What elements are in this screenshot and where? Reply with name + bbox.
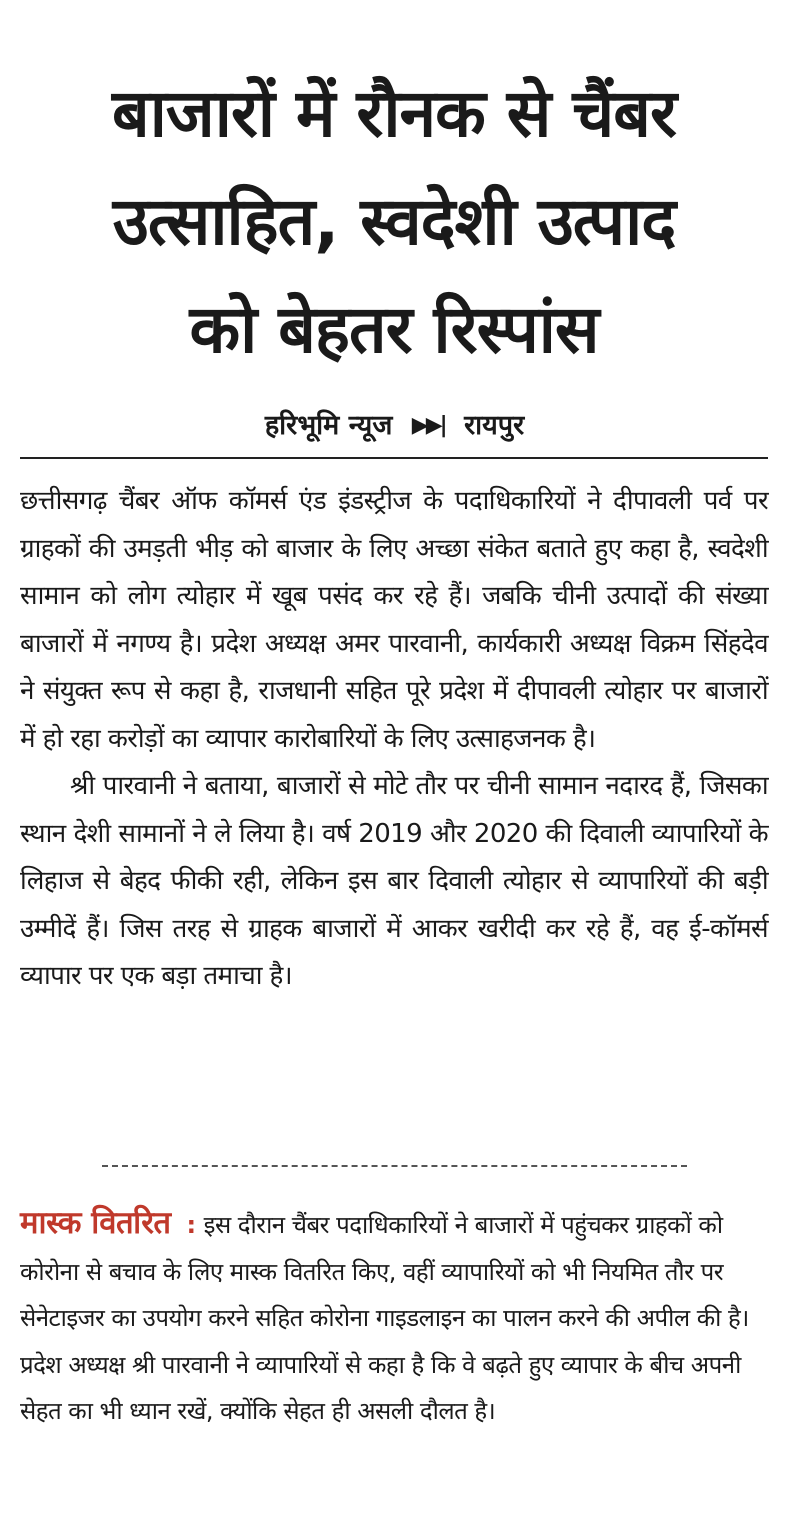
article-body [20, 478, 768, 1001]
section-text: इस दौरान चैंबर पदाधिकारियों ने बाजारों में पहुंचकर ग्राहकों को कोरोना से बचाव के लिए मास्क वितरित किए, वहीं व्यापारियों को भी नियमित तौर पर सेनेटाइजर का उपयोग करने सहित कोरोना गाइडलाइन का पालन करने की अपील की है। प्रदेश अध्यक्ष श्री पारवानी ने व्यापारियों से कहा है कि वे बढ़ते हुए व्यापार के बीच अपनी सेहत का भी ध्यान रखें, क्योंकि सेहत ही असली दौलत है। [20, 1211, 749, 1425]
section-colon: : [186, 1211, 196, 1239]
byline-separator-icon: ▶▶| [411, 413, 445, 438]
byline-source: हरिभूमि न्यूज [264, 410, 393, 441]
mask-distribution-section [20, 1200, 768, 1435]
headline [14, 60, 774, 384]
article-paragraph-1: छत्तीसगढ़ चैंबर ऑफ कॉमर्स एंड इंडस्ट्रीज के पदाधिकारियों ने दीपावली पर्व पर ग्राहकों की उमड़ती भीड़ को बाजार के लिए अच्छा संकेत बताते हुए कहा है, स्वदेशी सामान को लोग त्योहार में खूब पसंद कर रहे हैं। जबकि चीनी उत्पादों की संख्या बाजारों में नगण्य है। प्रदेश अध्यक्ष अमर पारवानी, कार्यकारी अध्यक्ष विक्रम सिंहदेव ने संयुक्त रूप से कहा है, राजधानी सहित पूरे प्रदेश में दीपावली त्योहार पर बाजारों में हो रहा करोड़ों का व्यापार कारोबारियों के लिए उत्साहजनक है। [20, 486, 768, 754]
byline [0, 402, 789, 450]
byline-city: रायपुर [464, 410, 525, 441]
section-label: मास्क वितरित [20, 1205, 171, 1241]
byline-divider [20, 457, 768, 459]
article-paragraph-2: श्री पारवानी ने बताया, बाजारों से मोटे तौर पर चीनी सामान नदारद हैं, जिसका स्थान देशी सामानों ने ले लिया है। वर्ष 2019 और 2020 की दिवाली व्यापारियों के लिहाज से बेहद फीकी रही, लेकिन इस बार दिवाली त्योहार से व्यापारियों की बड़ी उम्मीदें हैं। जिस तरह से ग्राहक बाजारों में आकर खरीदी कर रहे हैं, वह ई-कॉमर्स व्यापार पर एक बड़ा तमाचा है। [20, 771, 768, 991]
section-divider [102, 1165, 687, 1167]
headline-line-2: उत्साहित, स्वदेशी उत्पाद [112, 183, 676, 260]
headline-line-1: बाजारों में रौनक से चैंबर [112, 75, 676, 152]
headline-line-3: को बेहतर रिस्पांस [189, 291, 599, 368]
